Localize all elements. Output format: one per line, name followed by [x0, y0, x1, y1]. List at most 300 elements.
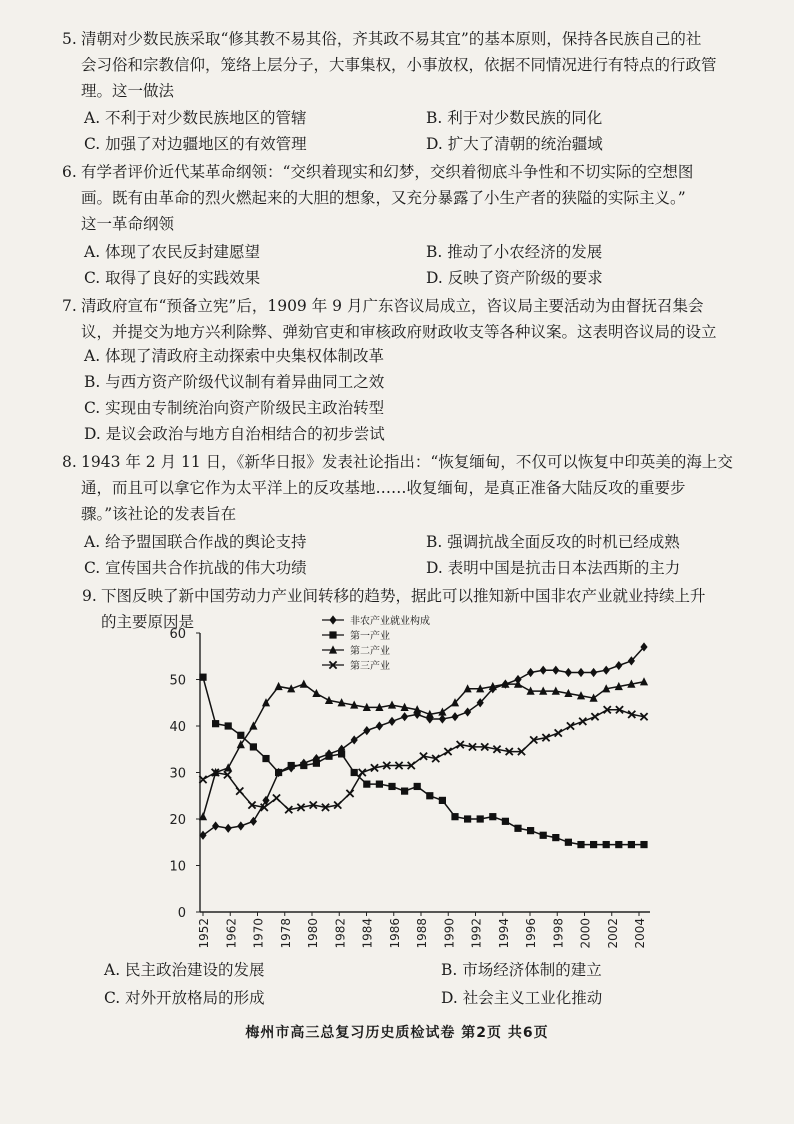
data-point — [329, 615, 336, 624]
data-point — [359, 769, 366, 776]
x-tick-label: 1986 — [387, 918, 402, 949]
data-point — [464, 684, 472, 692]
data-point-stroke — [383, 762, 390, 769]
data-point-stroke — [236, 788, 243, 795]
data-point — [388, 700, 396, 708]
x-tick-label: 1980 — [306, 918, 320, 949]
data-point — [413, 705, 421, 713]
data-point — [212, 720, 219, 727]
x-tick-label: 1990 — [442, 918, 457, 949]
data-point — [401, 712, 408, 721]
data-point — [640, 713, 647, 720]
option-c: C. 加强了对边疆地区的有效管理 — [84, 135, 307, 153]
option-b: B. 利于对少数民族的同化 — [426, 109, 603, 127]
series-line — [203, 647, 644, 835]
data-point-stroke — [616, 706, 623, 713]
data-point — [225, 824, 232, 833]
y-tick-label: 20 — [169, 813, 186, 828]
data-point-stroke — [408, 762, 415, 769]
data-point — [542, 734, 549, 741]
data-point — [469, 743, 476, 750]
data-point — [501, 680, 509, 688]
data-point — [604, 706, 611, 713]
data-point — [338, 745, 345, 754]
data-point-stroke — [248, 801, 255, 808]
legend-label: 第一产业 — [350, 631, 390, 642]
data-point — [539, 687, 547, 695]
data-point — [564, 689, 572, 697]
x-tick-label: 1952 — [197, 918, 211, 949]
data-point — [248, 801, 255, 808]
data-point-stroke — [371, 764, 378, 771]
data-point — [552, 666, 559, 675]
data-point — [371, 764, 378, 771]
data-point-stroke — [285, 806, 292, 813]
data-point-stroke — [518, 748, 525, 755]
data-point — [438, 707, 446, 715]
data-point — [489, 813, 496, 820]
data-point — [237, 740, 245, 748]
legend-label: 第三产业 — [350, 661, 390, 672]
data-point-stroke — [628, 711, 635, 718]
data-point — [376, 781, 383, 788]
data-point-stroke — [604, 706, 611, 713]
question-text-line: 画。既有由革命的烈火燃起来的大胆的想象，又充分暴露了小生产者的狭隘的实际主义。” — [81, 189, 686, 207]
data-point — [325, 753, 332, 760]
x-tick-label: 1992 — [469, 918, 484, 949]
data-point-stroke — [359, 769, 366, 776]
data-point — [237, 821, 244, 830]
data-point-stroke — [493, 746, 500, 753]
data-point — [464, 815, 471, 822]
data-point — [275, 769, 282, 776]
data-point — [506, 748, 513, 755]
option-c: C. 取得了良好的实践效果 — [84, 269, 261, 287]
data-point — [199, 674, 206, 681]
data-point — [224, 763, 232, 771]
legend-label: 非农产业就业构成 — [350, 616, 430, 627]
data-point — [297, 804, 304, 811]
data-point-stroke — [334, 801, 341, 808]
option-c: C. 对外开放格局的形成 — [104, 989, 265, 1007]
x-tick-label: 2004 — [633, 918, 647, 949]
data-point — [628, 656, 635, 665]
data-point — [212, 769, 219, 776]
data-point-stroke — [444, 748, 451, 755]
data-point-stroke — [591, 713, 598, 720]
data-point-stroke — [212, 769, 219, 776]
data-point-stroke — [493, 746, 500, 753]
data-point — [579, 718, 586, 725]
data-point — [288, 763, 295, 772]
data-point-stroke — [310, 801, 317, 808]
data-point-stroke — [285, 806, 292, 813]
data-point-stroke — [297, 804, 304, 811]
data-point — [640, 677, 648, 685]
data-point-stroke — [481, 743, 488, 750]
question-text-line: 清政府宣布“预备立宪”后，1909 年 9 月广东咨议局成立，咨议局主要活动为由督抚召集会 — [81, 297, 704, 315]
data-point — [615, 841, 622, 848]
data-point — [313, 754, 320, 763]
data-point — [518, 748, 525, 755]
data-point — [363, 726, 370, 735]
legend-entry — [322, 629, 390, 642]
data-point — [329, 631, 336, 638]
data-point — [310, 801, 317, 808]
data-point — [540, 832, 547, 839]
x-tick-label: 1978 — [278, 918, 293, 949]
data-point-stroke — [542, 734, 549, 741]
data-point — [262, 698, 270, 706]
y-tick-label: 50 — [169, 673, 186, 689]
data-point-stroke — [432, 755, 439, 762]
data-point-stroke — [530, 736, 537, 743]
data-point-stroke — [236, 788, 243, 795]
data-point — [395, 762, 402, 769]
data-point — [249, 721, 257, 729]
data-point — [527, 668, 534, 677]
data-point — [325, 696, 333, 704]
data-point — [287, 684, 295, 692]
data-point-stroke — [346, 790, 353, 797]
data-point — [552, 687, 560, 695]
data-point-stroke — [273, 794, 280, 801]
data-point-stroke — [579, 718, 586, 725]
page-footer: 梅州市高三总复习历史质检试卷 第2页 共6页 — [245, 1025, 549, 1041]
data-point — [432, 755, 439, 762]
question-text-line: 的主要原因是 — [101, 613, 195, 631]
data-point — [590, 841, 597, 848]
data-point — [577, 691, 585, 699]
data-point — [351, 735, 358, 744]
data-point-stroke — [567, 722, 574, 729]
data-point — [329, 645, 337, 653]
data-point — [530, 736, 537, 743]
question-text-line: 理。这一做法 — [81, 82, 175, 100]
x-tick-label: 1962 — [224, 918, 239, 949]
data-point — [325, 749, 332, 758]
data-point — [603, 841, 610, 848]
data-point — [628, 841, 635, 848]
data-point — [615, 682, 623, 690]
data-point — [225, 722, 232, 729]
data-point — [476, 684, 484, 692]
data-point — [514, 825, 521, 832]
option-a: A. 不利于对少数民族地区的管辖 — [84, 109, 307, 127]
y-tick-label: 30 — [169, 766, 186, 782]
data-point — [577, 668, 584, 677]
data-point-stroke — [420, 753, 427, 760]
data-point-stroke — [395, 762, 402, 769]
data-point-stroke — [322, 804, 329, 811]
data-point — [262, 755, 269, 762]
data-point — [351, 769, 358, 776]
series-3 — [199, 677, 648, 820]
x-tick-label: 2002 — [605, 918, 620, 949]
data-point — [527, 827, 534, 834]
option-a: A. 体现了农民反封建愿望 — [84, 243, 261, 261]
option-a: A. 民主政治建设的发展 — [104, 961, 265, 979]
data-point — [350, 700, 358, 708]
data-point-stroke — [261, 804, 268, 811]
data-point-stroke — [518, 748, 525, 755]
data-point-stroke — [591, 713, 598, 720]
data-point-stroke — [273, 794, 280, 801]
data-point — [590, 668, 597, 677]
option-b: B. 与西方资产阶级代议制有着异曲同工之效 — [84, 373, 385, 391]
x-tick-label: 1982 — [333, 918, 348, 949]
data-point — [555, 729, 562, 736]
data-point — [527, 687, 535, 695]
y-tick-label: 10 — [169, 859, 186, 875]
legend-entry — [322, 644, 390, 657]
data-point — [388, 783, 395, 790]
data-point-stroke — [224, 771, 231, 778]
data-point — [329, 661, 336, 668]
data-point — [224, 771, 231, 778]
data-point — [300, 759, 307, 768]
question-text-line: 下图反映了新中国劳动力产业间转移的趋势，据此可以推知新中国非农产业就业持续上升 — [101, 587, 706, 605]
data-point — [565, 668, 572, 677]
data-point — [552, 834, 559, 841]
question-number: 9. — [82, 587, 97, 605]
data-point — [590, 694, 598, 702]
data-point-stroke — [555, 729, 562, 736]
data-point-stroke — [371, 764, 378, 771]
series-2 — [199, 674, 647, 849]
data-point — [616, 706, 623, 713]
data-point-stroke — [346, 790, 353, 797]
y-tick-label: 60 — [169, 627, 186, 642]
data-point — [493, 746, 500, 753]
data-point — [212, 768, 220, 776]
data-point — [439, 714, 446, 723]
data-point-stroke — [506, 748, 513, 755]
data-point-stroke — [469, 743, 476, 750]
data-point — [401, 788, 408, 795]
data-point — [514, 675, 521, 684]
data-point — [602, 684, 610, 692]
data-point — [451, 813, 458, 820]
data-point — [628, 711, 635, 718]
data-point — [489, 684, 496, 693]
data-point — [363, 781, 370, 788]
x-tick-label: 1996 — [524, 918, 538, 949]
question-number: 7. — [62, 297, 77, 315]
data-point-stroke — [542, 734, 549, 741]
data-point — [285, 806, 292, 813]
data-point — [288, 762, 295, 769]
data-point-stroke — [310, 801, 317, 808]
data-point-stroke — [432, 755, 439, 762]
data-point — [376, 721, 383, 730]
data-point — [565, 839, 572, 846]
data-point-stroke — [297, 804, 304, 811]
series-4 — [199, 706, 647, 813]
data-point — [300, 762, 307, 769]
data-point — [212, 821, 219, 830]
question-number: 5. — [62, 30, 77, 48]
option-b: B. 推动了小农经济的发展 — [426, 243, 603, 261]
y-tick-label: 0 — [177, 906, 186, 921]
data-point — [275, 768, 282, 777]
data-point — [540, 666, 547, 675]
option-d: D. 是议会政治与地方自治相结合的初步尝试 — [84, 425, 385, 443]
x-tick-label: 2000 — [578, 918, 593, 949]
data-point — [603, 666, 610, 675]
x-tick-label: 1998 — [551, 918, 566, 949]
option-b: B. 市场经济体制的建立 — [441, 961, 602, 979]
question-text-line: 议，并提交为地方兴利除弊、弹劾官吏和审核政府财政收支等各种议案。这表明咨议局的设立 — [81, 323, 717, 341]
data-point — [338, 750, 345, 757]
data-point — [502, 680, 509, 689]
data-point-stroke — [628, 711, 635, 718]
data-point-stroke — [420, 753, 427, 760]
data-point — [426, 792, 433, 799]
data-point — [363, 703, 371, 711]
data-point-stroke — [457, 741, 464, 748]
question-number: 8. — [62, 453, 77, 471]
data-point — [250, 743, 257, 750]
legend-label: 第二产业 — [350, 646, 390, 657]
data-point-stroke — [383, 762, 390, 769]
data-point — [457, 741, 464, 748]
data-point — [261, 804, 268, 811]
data-point-stroke — [322, 804, 329, 811]
data-point — [502, 818, 509, 825]
question-text-line: 有学者评价近代某革命纲领：“交织着现实和幻梦，交织着彻底斗争性和不切实际的空想图 — [81, 163, 694, 181]
question-text-line: 会习俗和宗教信仰，笼络上层分子，大事集权，小事放权，依据不同情况进行有特点的行政管 — [81, 56, 717, 74]
option-b: B. 强调抗战全面反攻的时机已经成熟 — [426, 533, 680, 551]
data-point — [401, 703, 409, 711]
option-c: C. 实现由专制统治向资产阶级民主政治转型 — [84, 399, 385, 417]
data-point-stroke — [199, 776, 206, 783]
data-point — [275, 682, 283, 690]
data-point-stroke — [616, 706, 623, 713]
data-point — [237, 732, 244, 739]
data-point-stroke — [457, 741, 464, 748]
data-point — [273, 794, 280, 801]
question-text-line: 1943 年 2 月 11 日，《新华日报》发表社论指出：“恢复缅甸，不仅可以恢复中印英美的海上交 — [81, 453, 733, 471]
data-point — [420, 753, 427, 760]
data-point — [334, 801, 341, 808]
data-point — [199, 831, 206, 840]
data-point — [414, 783, 421, 790]
x-tick-label: 1984 — [360, 918, 375, 949]
data-point-stroke — [395, 762, 402, 769]
data-point — [408, 762, 415, 769]
data-point — [477, 698, 484, 707]
option-d: D. 社会主义工业化推动 — [441, 989, 603, 1007]
data-point-stroke — [199, 776, 206, 783]
option-d: D. 表明中国是抗击日本法西斯的主力 — [426, 559, 681, 577]
data-point — [300, 680, 308, 688]
data-point — [489, 682, 497, 690]
data-point — [346, 790, 353, 797]
data-point — [451, 698, 459, 706]
data-point-stroke — [469, 743, 476, 750]
data-point — [388, 717, 395, 726]
data-point — [426, 710, 434, 718]
question-text-line: 清朝对少数民族采取“修其教不易其俗，齐其政不易其宜”的基本原则，保持各民族自己的社 — [81, 30, 702, 48]
data-point — [591, 713, 598, 720]
question-text-line: 通，而且可以拿它作为太平洋上的反攻基地……收复缅甸，是真正准备大陆反攻的重要步 — [81, 479, 686, 497]
data-point-stroke — [408, 762, 415, 769]
data-point — [477, 815, 484, 822]
data-point — [567, 722, 574, 729]
data-point — [199, 812, 207, 820]
data-point — [514, 680, 522, 688]
data-point — [481, 743, 488, 750]
data-point-stroke — [359, 769, 366, 776]
data-point — [414, 710, 421, 719]
data-point-stroke — [248, 801, 255, 808]
series-line — [203, 682, 644, 817]
data-point-stroke — [555, 729, 562, 736]
data-point-stroke — [212, 769, 219, 776]
data-point — [464, 707, 471, 716]
series-line — [203, 677, 644, 844]
data-point-stroke — [444, 748, 451, 755]
legend-entry — [322, 614, 430, 627]
series-line — [203, 710, 644, 810]
data-point-stroke — [224, 771, 231, 778]
x-tick-label: 1988 — [415, 918, 429, 949]
x-tick-label: 1970 — [251, 918, 266, 949]
data-point — [439, 797, 446, 804]
data-point — [640, 642, 647, 651]
data-point — [577, 841, 584, 848]
data-point-stroke — [640, 713, 647, 720]
question-number: 6. — [62, 163, 77, 181]
data-point-stroke — [567, 722, 574, 729]
data-point — [236, 788, 243, 795]
data-point-stroke — [604, 706, 611, 713]
option-a: A. 体现了清政府主动探索中央集权体制改革 — [84, 347, 385, 365]
series-1 — [199, 642, 647, 840]
data-point-stroke — [530, 736, 537, 743]
data-point — [312, 689, 320, 697]
data-point-stroke — [481, 743, 488, 750]
data-point — [615, 661, 622, 670]
option-a: A. 给予盟国联合作战的舆论支持 — [84, 533, 307, 551]
data-point — [338, 698, 346, 706]
data-point — [375, 703, 383, 711]
legend-entry — [322, 659, 390, 672]
data-point-stroke — [329, 661, 336, 668]
data-point — [640, 841, 647, 848]
data-point-stroke — [506, 748, 513, 755]
data-point — [262, 796, 269, 805]
y-tick-label: 40 — [169, 720, 186, 735]
data-point — [426, 714, 433, 723]
x-tick-label: 1994 — [496, 918, 511, 949]
data-point — [444, 748, 451, 755]
question-text-line: 这一革命纲领 — [81, 215, 175, 233]
data-point — [451, 712, 458, 721]
data-point — [322, 804, 329, 811]
data-point-stroke — [579, 718, 586, 725]
data-point — [627, 680, 635, 688]
option-d: D. 扩大了清朝的统治疆域 — [426, 135, 603, 153]
data-point — [383, 762, 390, 769]
data-point — [313, 760, 320, 767]
option-d: D. 反映了资产阶级的要求 — [426, 269, 603, 287]
data-point — [250, 817, 257, 826]
data-point-stroke — [334, 801, 341, 808]
data-point — [199, 776, 206, 783]
data-point-stroke — [261, 804, 268, 811]
